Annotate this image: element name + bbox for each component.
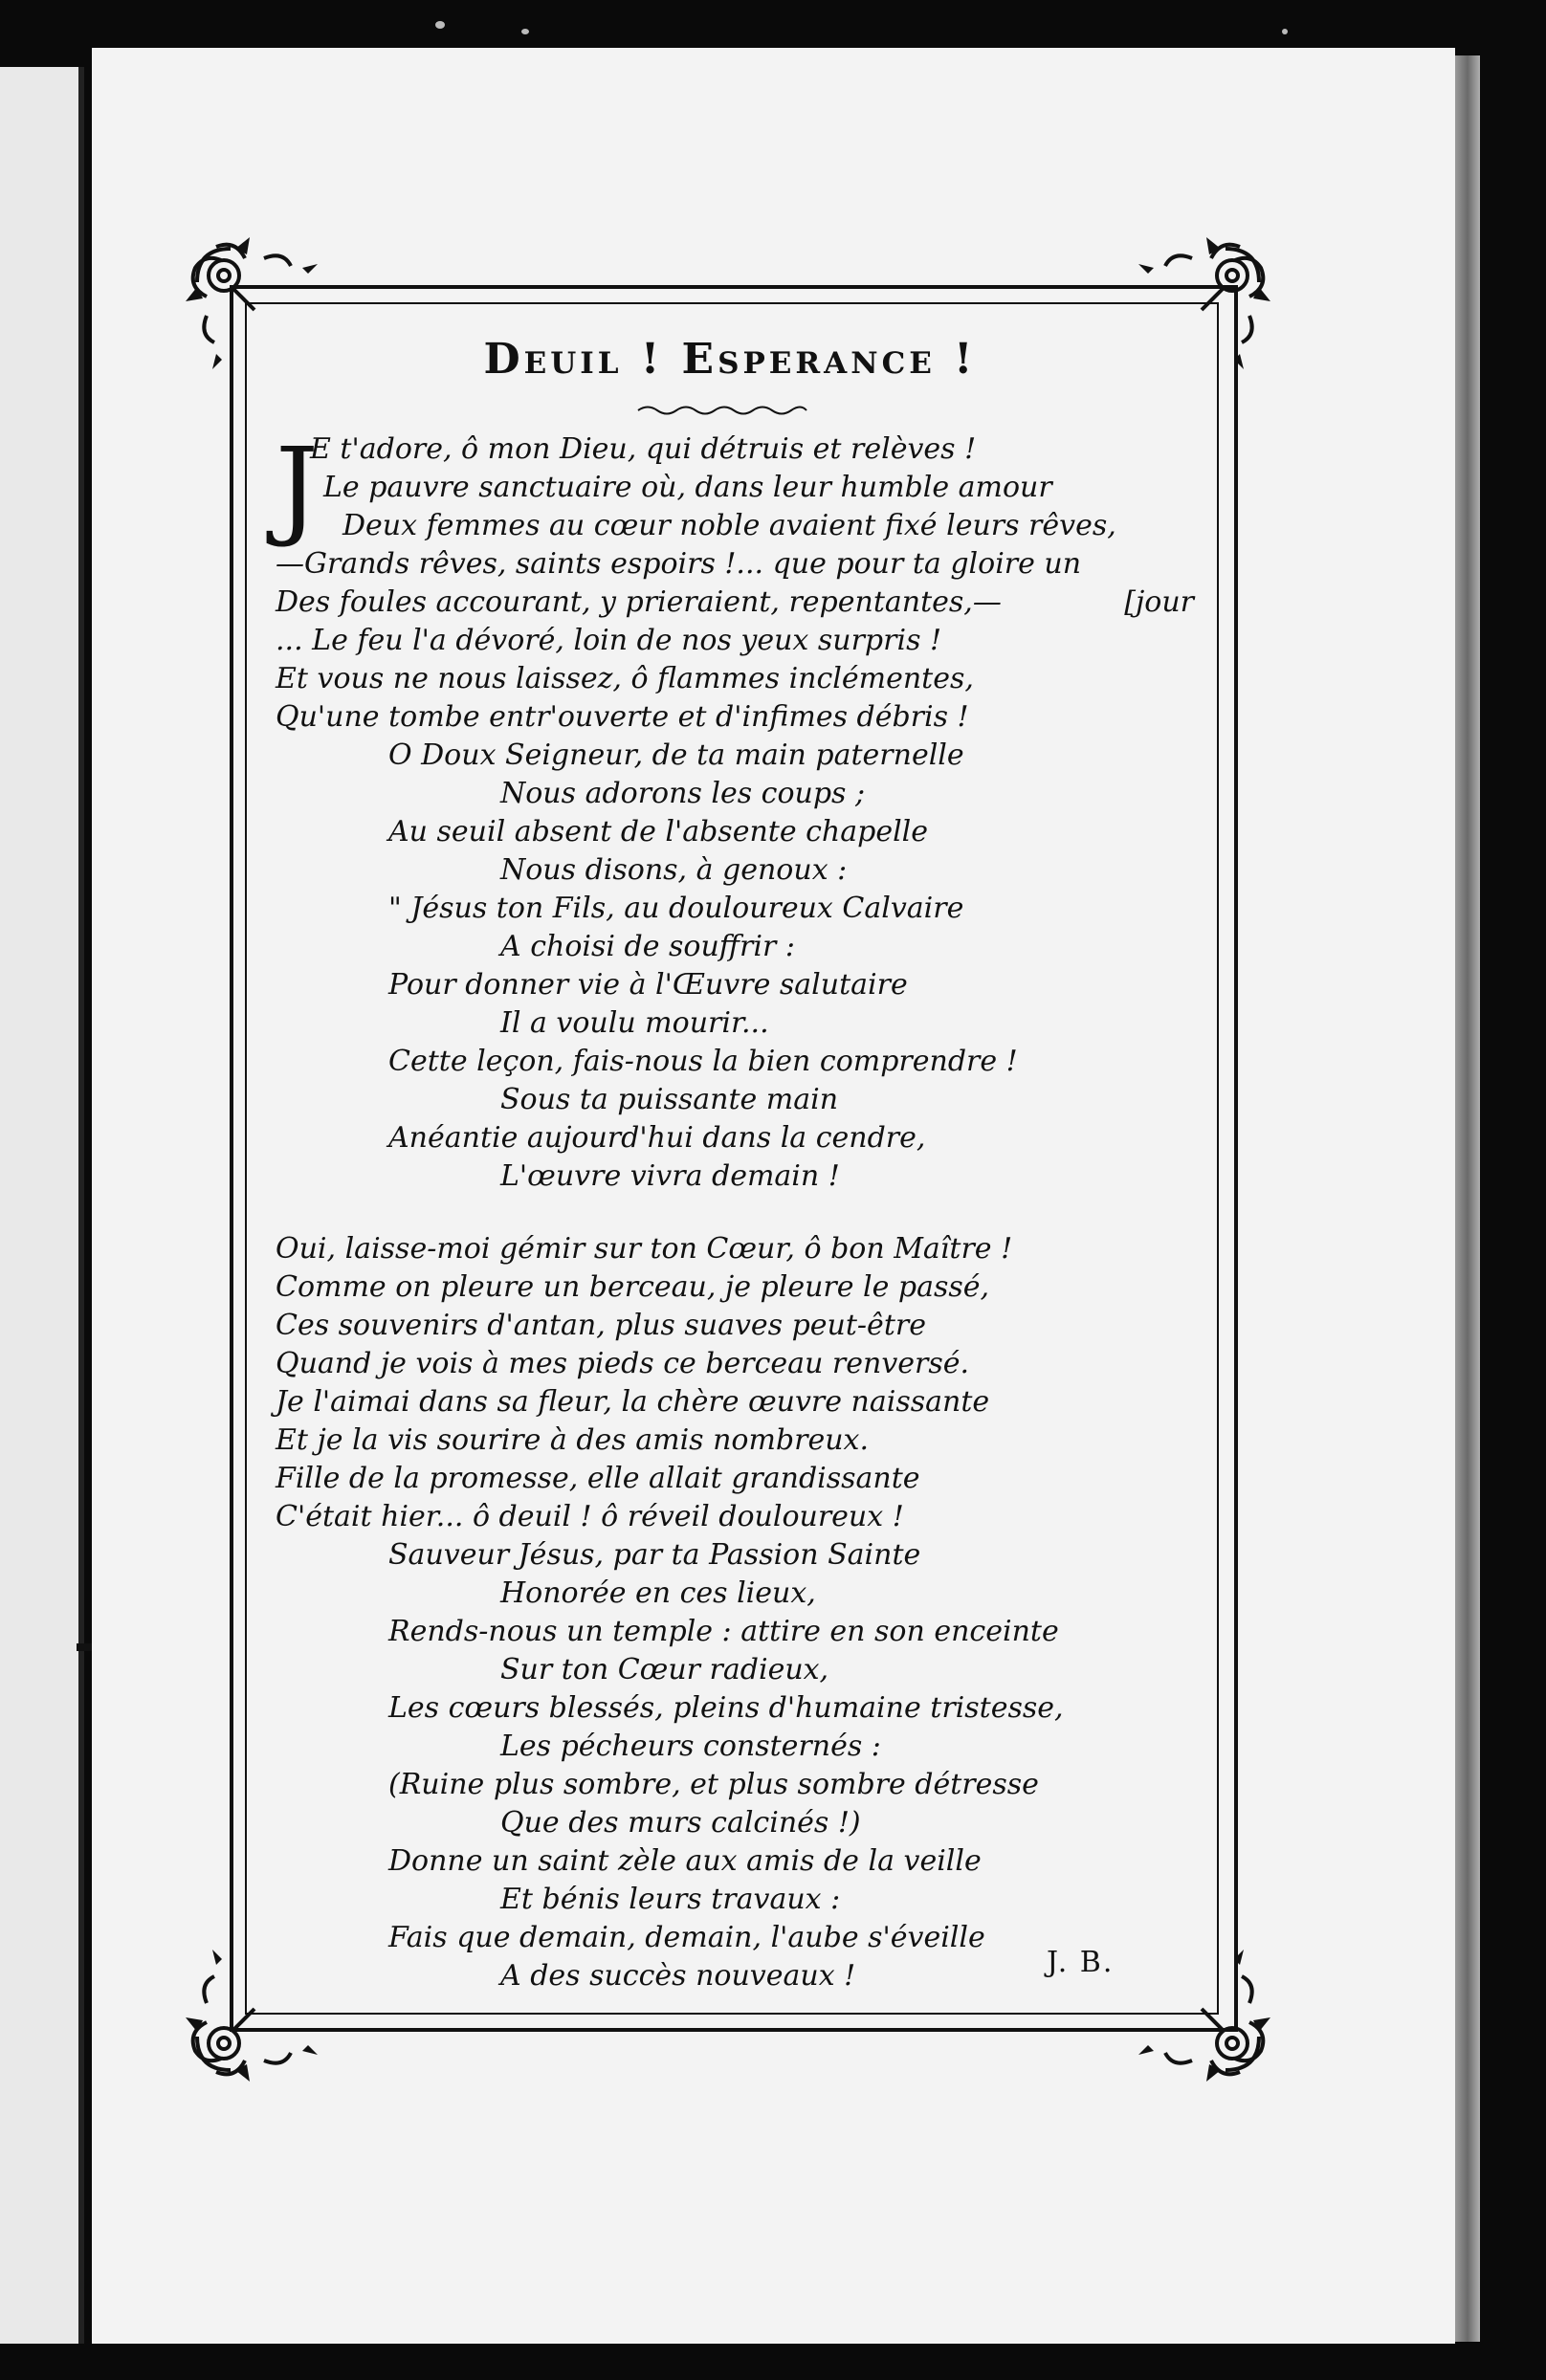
poem-line: Comme on pleure un berceau, je pleure le passé, — [276, 1270, 990, 1304]
poem-line: Qu'une tombe entr'ouverte et d'infimes débris ! — [276, 700, 969, 734]
poem-line: Nous disons, à genoux : — [500, 853, 848, 887]
poem-line: —Grands rêves, saints espoirs !... que pour ta gloire un — [276, 547, 1082, 581]
poem-body — [276, 426, 1194, 1995]
poem-line: C'était hier... ô deuil ! ô réveil douloureux ! — [276, 1500, 904, 1533]
poem-line: Fais que demain, demain, l'aube s'éveille — [388, 1921, 985, 1954]
dust-speck — [435, 21, 445, 29]
poem-line: ... Le feu l'a dévoré, loin de nos yeux surpris ! — [276, 624, 942, 657]
poem-line: Les cœurs blessés, pleins d'humaine tristesse, — [388, 1691, 1064, 1725]
refrain-1 — [276, 737, 1194, 1196]
poem-line: Et bénis leurs travaux : — [500, 1883, 841, 1916]
poem-line: A des succès nouveaux ! — [500, 1959, 856, 1993]
drop-cap: J — [276, 426, 319, 550]
poem-line: Donne un saint zèle aux amis de la veille — [388, 1844, 982, 1878]
poem-line: Anéantie aujourd'hui dans la cendre, — [388, 1121, 926, 1155]
poem-line: Les pécheurs consternés : — [500, 1730, 881, 1763]
stanza-2 — [276, 1230, 1194, 1536]
poem-title: Deuil ! Esperance ! — [483, 335, 977, 384]
poem-line: Rends-nous un temple : attire en son enceinte — [388, 1615, 1059, 1648]
continuation-word: [jour — [1124, 585, 1194, 619]
poem-line: Et je la vis sourire à des amis nombreux. — [276, 1423, 869, 1457]
poem-line: E t'adore, ô mon Dieu, qui détruis et relèves ! — [310, 432, 977, 466]
refrain-2 — [276, 1536, 1194, 1995]
poem-line: Que des murs calcinés !) — [500, 1806, 861, 1840]
author-signature: J. B. — [1047, 1946, 1115, 1979]
poem-line: Sous ta puissante main — [500, 1083, 839, 1116]
poem-line: Oui, laisse-moi gémir sur ton Cœur, ô bon Maître ! — [276, 1232, 1013, 1266]
left-page-edge — [0, 67, 84, 2344]
poem-line: Le pauvre sanctuaire où, dans leur humble amour — [323, 471, 1052, 504]
poem-line: Pour donner vie à l'Œuvre salutaire — [388, 968, 908, 1002]
poem-line: Fille de la promesse, elle allait grandissante — [276, 1462, 920, 1495]
poem-line: Au seuil absent de l'absente chapelle — [388, 815, 929, 848]
poem-line: L'œuvre vivra demain ! — [500, 1159, 840, 1193]
poem-line: Deux femmes au cœur noble avaient fixé leurs rêves, — [342, 509, 1116, 542]
poem-line: O Doux Seigneur, de ta main paternelle — [388, 738, 964, 772]
poem-line: Sur ton Cœur radieux, — [500, 1653, 829, 1686]
dust-speck — [1282, 29, 1288, 34]
page-stack-edge — [1455, 55, 1480, 2342]
poem-line: Il a voulu mourir... — [500, 1006, 769, 1040]
poem-line: Sauveur Jésus, par ta Passion Sainte — [388, 1538, 921, 1572]
poem-line: Et vous ne nous laissez, ô flammes inclémentes, — [276, 662, 974, 695]
poem-line: Honorée en ces lieux, — [500, 1576, 816, 1610]
poem-line-with-continuation — [276, 584, 1194, 622]
stanza-gap — [276, 1196, 1194, 1230]
poem-line: Des foules accourant, y prieraient, repentantes,— — [276, 585, 1002, 619]
poem-line: Ces souvenirs d'antan, plus suaves peut-être — [276, 1309, 926, 1342]
dust-speck — [521, 29, 529, 34]
poem-line: A choisi de souffrir : — [500, 930, 795, 963]
poem-line: Quand je vois à mes pieds ce berceau renversé. — [276, 1347, 970, 1380]
poem-line: (Ruine plus sombre, et plus sombre détresse — [388, 1768, 1039, 1801]
poem-line: Cette leçon, fais-nous la bien comprendre ! — [388, 1045, 1018, 1078]
poem-line: " Jésus ton Fils, au douloureux Calvaire — [388, 892, 964, 925]
stanza-1 — [276, 426, 1194, 737]
poem-line: Nous adorons les coups ; — [500, 777, 866, 810]
title-underline-flourish-icon — [636, 404, 808, 417]
poem-line: Je l'aimai dans sa fleur, la chère œuvre naissante — [276, 1385, 990, 1419]
